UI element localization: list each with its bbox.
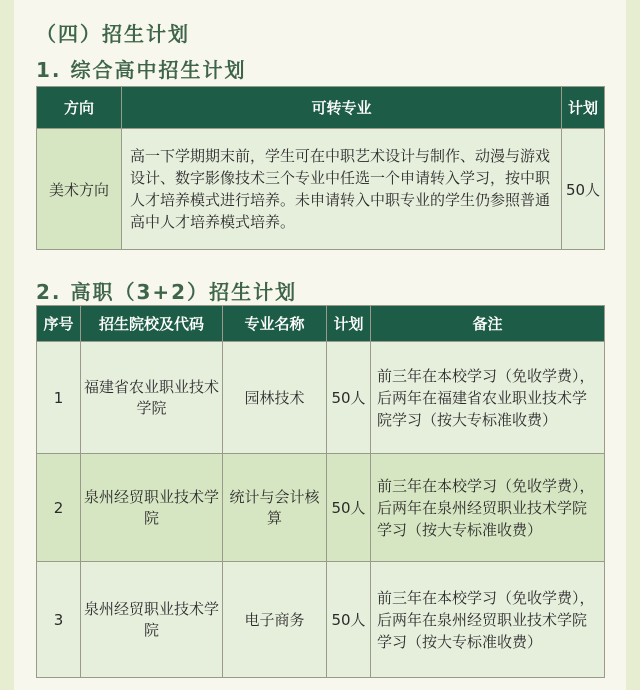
cell-school: 泉州经贸职业技术学院 <box>81 562 223 678</box>
header-plan: 计划 <box>562 87 605 129</box>
header-major: 专业名称 <box>223 306 327 342</box>
cell-major: 统计与会计核算 <box>223 454 327 562</box>
section1-title: 1. 综合高中招生计划 <box>36 58 247 82</box>
table-comprehensive-plan <box>36 86 605 250</box>
cell-note: 前三年在本校学习（免收学费），后两年在泉州经贸职业技术学院学习（按大专标准收费） <box>371 562 605 678</box>
table-row <box>37 129 605 250</box>
cell-no: 1 <box>37 342 81 454</box>
header-school: 招生院校及代码 <box>81 306 223 342</box>
cell-school: 福建省农业职业技术学院 <box>81 342 223 454</box>
cell-direction: 美术方向 <box>37 129 122 250</box>
header-direction: 方向 <box>37 87 122 129</box>
header-plan: 计划 <box>327 306 371 342</box>
cell-school: 泉州经贸职业技术学院 <box>81 454 223 562</box>
cell-note: 前三年在本校学习（免收学费），后两年在泉州经贸职业技术学院学习（按大专标准收费） <box>371 454 605 562</box>
cell-no: 3 <box>37 562 81 678</box>
section2-title: 2. 高职（3+2）招生计划 <box>36 280 298 304</box>
cell-major: 园林技术 <box>223 342 327 454</box>
header-note: 备注 <box>371 306 605 342</box>
cell-no: 2 <box>37 454 81 562</box>
table-row <box>37 342 605 454</box>
header-majors: 可转专业 <box>122 87 562 129</box>
heading: （四）招生计划 <box>36 22 190 46</box>
cell-note: 前三年在本校学习（免收学费），后两年在福建省农业职业技术学院学习（按大专标准收费） <box>371 342 605 454</box>
cell-plan: 50人 <box>562 129 605 250</box>
cell-plan: 50人 <box>327 562 371 678</box>
cell-plan: 50人 <box>327 342 371 454</box>
table-row <box>37 562 605 678</box>
header-no: 序号 <box>37 306 81 342</box>
cell-majors: 高一下学期期末前，学生可在中职艺术设计与制作、动漫与游戏设计、数字影像技术三个专业中任选一个申请转入学习，按中职人才培养模式进行培养。未申请转入中职专业的学生仍参照普通高中人才培养模式培养。 <box>122 129 562 250</box>
cell-plan: 50人 <box>327 454 371 562</box>
table-row <box>37 454 605 562</box>
cell-major: 电子商务 <box>223 562 327 678</box>
table-vocational-plan <box>36 305 605 678</box>
page <box>14 0 626 690</box>
